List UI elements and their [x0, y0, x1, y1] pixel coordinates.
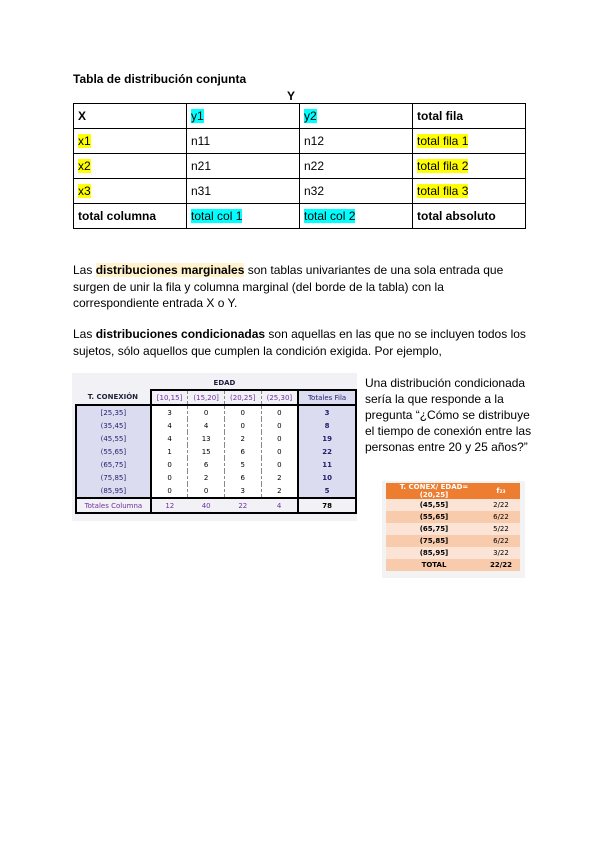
- row-total: 19: [298, 432, 356, 445]
- table-cell: 0: [151, 471, 188, 484]
- cell-text: n22: [304, 159, 325, 173]
- table-row: [76, 390, 356, 405]
- cell-text: total col 1: [191, 209, 243, 223]
- cell-text: total absoluto: [417, 209, 496, 223]
- table-cell: [413, 204, 526, 229]
- cond-total-label: TOTAL: [386, 559, 482, 571]
- totals-header: Totales Fila: [298, 390, 356, 405]
- cond-row-label: (65,75]: [386, 523, 482, 535]
- paragraph-condicionadas: [73, 326, 533, 359]
- cell-text: y2: [304, 109, 317, 123]
- table-cell: [413, 129, 526, 154]
- table-row: [76, 471, 356, 484]
- cell-text: total columna: [78, 209, 157, 223]
- cond-total-value: 22/22: [482, 559, 520, 571]
- cond-row-value: 3/22: [482, 547, 520, 559]
- table-row: [76, 376, 356, 390]
- cell-text: total col 2: [304, 209, 356, 223]
- table-cell: 4: [151, 432, 188, 445]
- header-y1: [187, 104, 300, 129]
- cell-text: n31: [191, 184, 212, 198]
- cond-header-label: T. CONEX/ EDAD=(20,25]: [386, 483, 482, 499]
- empty-cell: [76, 376, 151, 390]
- table-row: [386, 499, 520, 511]
- row-label: [25,35]: [76, 405, 151, 419]
- table-cell: 0: [188, 405, 225, 419]
- row-total: 3: [298, 405, 356, 419]
- table-row: [386, 547, 520, 559]
- table-cell: [413, 179, 526, 204]
- table-cell: 6: [188, 458, 225, 471]
- table-cell: 0: [188, 484, 225, 498]
- cell-text: y1: [191, 109, 204, 123]
- cond-row-label: (45,55]: [386, 499, 482, 511]
- cell-text: n32: [304, 184, 325, 198]
- row-total: 11: [298, 458, 356, 471]
- cond-row-value: 6/22: [482, 535, 520, 547]
- table-cell: 3: [151, 405, 188, 419]
- table-cell: 0: [224, 419, 261, 432]
- table-cell: 0: [151, 484, 188, 498]
- row-label: (35,45]: [76, 419, 151, 432]
- cond-row-label: (85,95]: [386, 547, 482, 559]
- table-row: [74, 104, 526, 129]
- table-cell: 13: [188, 432, 225, 445]
- column-header: (15,20]: [188, 390, 225, 405]
- para-text: son tablas univariantes de una sola entrada que surgen de unir la fila y columna marginal (del borde de la tabla) con la correspondiente entrada X o Y.: [73, 263, 504, 310]
- row-header: T. CONEXIÓN: [76, 390, 151, 405]
- table-row: [386, 535, 520, 547]
- column-header: (25,30]: [261, 390, 298, 405]
- cell-text: x3: [78, 184, 91, 198]
- conditional-table-image: [382, 481, 525, 578]
- table-cell: 1: [151, 445, 188, 458]
- column-total: 4: [261, 498, 298, 513]
- table-cell: 2: [224, 432, 261, 445]
- cond-row-value: 2/22: [482, 499, 520, 511]
- table-row: [74, 179, 526, 204]
- cond-row-value: 6/22: [482, 511, 520, 523]
- table-cell: [74, 179, 187, 204]
- header-total-fila: [413, 104, 526, 129]
- cell-text: n11: [191, 134, 211, 148]
- table-row: [386, 483, 520, 499]
- table-cell: 6: [224, 445, 261, 458]
- paragraph-marginal: [73, 262, 533, 312]
- table-row: [76, 458, 356, 471]
- table-row: [386, 511, 520, 523]
- table-row: [386, 523, 520, 535]
- cell-text: x1: [78, 134, 91, 148]
- cond-row-label: (55,65]: [386, 511, 482, 523]
- table-row: [76, 432, 356, 445]
- row-label: (75,85]: [76, 471, 151, 484]
- table-cell: [300, 204, 413, 229]
- table-cell: [187, 129, 300, 154]
- cell-text: total fila 2: [417, 159, 469, 173]
- table-cell: 2: [188, 471, 225, 484]
- table-cell: 4: [188, 419, 225, 432]
- table-row: [76, 405, 356, 419]
- side-question-text: Una distribución condicionada sería la que responde a la pregunta “¿Cómo se distribuye el tiempo de conexión entre las personas entre 20 y 25 años?”: [365, 376, 532, 454]
- table-cell: [187, 154, 300, 179]
- table-row: [76, 445, 356, 458]
- table-cell: 2: [261, 471, 298, 484]
- row-label: (85,95]: [76, 484, 151, 498]
- row-total: 5: [298, 484, 356, 498]
- row-label: (65,75]: [76, 458, 151, 471]
- grand-total: 78: [298, 498, 356, 513]
- table-cell: 5: [224, 458, 261, 471]
- table-cell: 0: [261, 432, 298, 445]
- table-cell: 6: [224, 471, 261, 484]
- column-total: 22: [224, 498, 261, 513]
- table-cell: [300, 179, 413, 204]
- cell-text: n21: [191, 159, 212, 173]
- edad-group-label: EDAD: [213, 378, 236, 387]
- empty-cell: [298, 376, 356, 390]
- term-condicionadas: distribuciones condicionadas: [95, 327, 266, 341]
- table-row: [76, 484, 356, 498]
- table-cell: 15: [188, 445, 225, 458]
- table-row: [74, 204, 526, 229]
- cell-text: n12: [304, 134, 325, 148]
- joint-distribution-table: [73, 103, 526, 229]
- table-cell: 0: [261, 405, 298, 419]
- table-row: [76, 498, 356, 513]
- table-cell: 0: [224, 405, 261, 419]
- table-cell: 3: [224, 484, 261, 498]
- page-title: Tabla de distribución conjunta: [73, 72, 247, 86]
- column-header: (20,25]: [224, 390, 261, 405]
- table-row: [74, 154, 526, 179]
- conditional-table: [386, 483, 520, 571]
- y-variable-header: Y: [287, 89, 296, 103]
- cond-header-value: f₂₃: [482, 483, 520, 499]
- cond-row-value: 5/22: [482, 523, 520, 535]
- edad-table: [75, 376, 357, 514]
- cell-text: total fila 1: [417, 134, 469, 148]
- header-x: [74, 104, 187, 129]
- row-total: 8: [298, 419, 356, 432]
- table-row: [386, 559, 520, 571]
- row-total: 10: [298, 471, 356, 484]
- table-cell: 2: [261, 484, 298, 498]
- table-cell: [300, 154, 413, 179]
- table-cell: 4: [151, 419, 188, 432]
- table-cell: [74, 154, 187, 179]
- cell-text: total fila 3: [417, 184, 469, 198]
- table-cell: [413, 154, 526, 179]
- table-row: [76, 419, 356, 432]
- table-cell: [74, 129, 187, 154]
- cell-text: X: [78, 109, 87, 123]
- table-cell: 0: [261, 419, 298, 432]
- row-label: (45,55]: [76, 432, 151, 445]
- table-cell: [74, 204, 187, 229]
- para-text: Las: [73, 263, 96, 277]
- table-cell: 0: [151, 458, 188, 471]
- table-cell: [300, 129, 413, 154]
- column-totals-label: Totales Columna: [76, 498, 151, 513]
- header-y2: [300, 104, 413, 129]
- cond-row-label: (75,85]: [386, 535, 482, 547]
- table-row: [74, 129, 526, 154]
- row-total: 22: [298, 445, 356, 458]
- cell-text: x2: [78, 159, 91, 173]
- cell-text: total fila: [417, 109, 464, 123]
- term-marginal: distribuciones marginales: [95, 263, 245, 277]
- row-label: (55,65]: [76, 445, 151, 458]
- table-cell: [187, 204, 300, 229]
- column-total: 12: [151, 498, 188, 513]
- table-cell: 0: [261, 445, 298, 458]
- table-cell: [187, 179, 300, 204]
- para-text: son aquellas en las que no se incluyen todos los sujetos, sólo aquellos que cumplen la condición exigida. Por ejemplo,: [73, 327, 526, 358]
- para-text: Las: [73, 327, 96, 341]
- column-header: [10,15]: [151, 390, 188, 405]
- edad-table-image: [72, 373, 357, 521]
- table-cell: 0: [261, 458, 298, 471]
- column-total: 40: [188, 498, 225, 513]
